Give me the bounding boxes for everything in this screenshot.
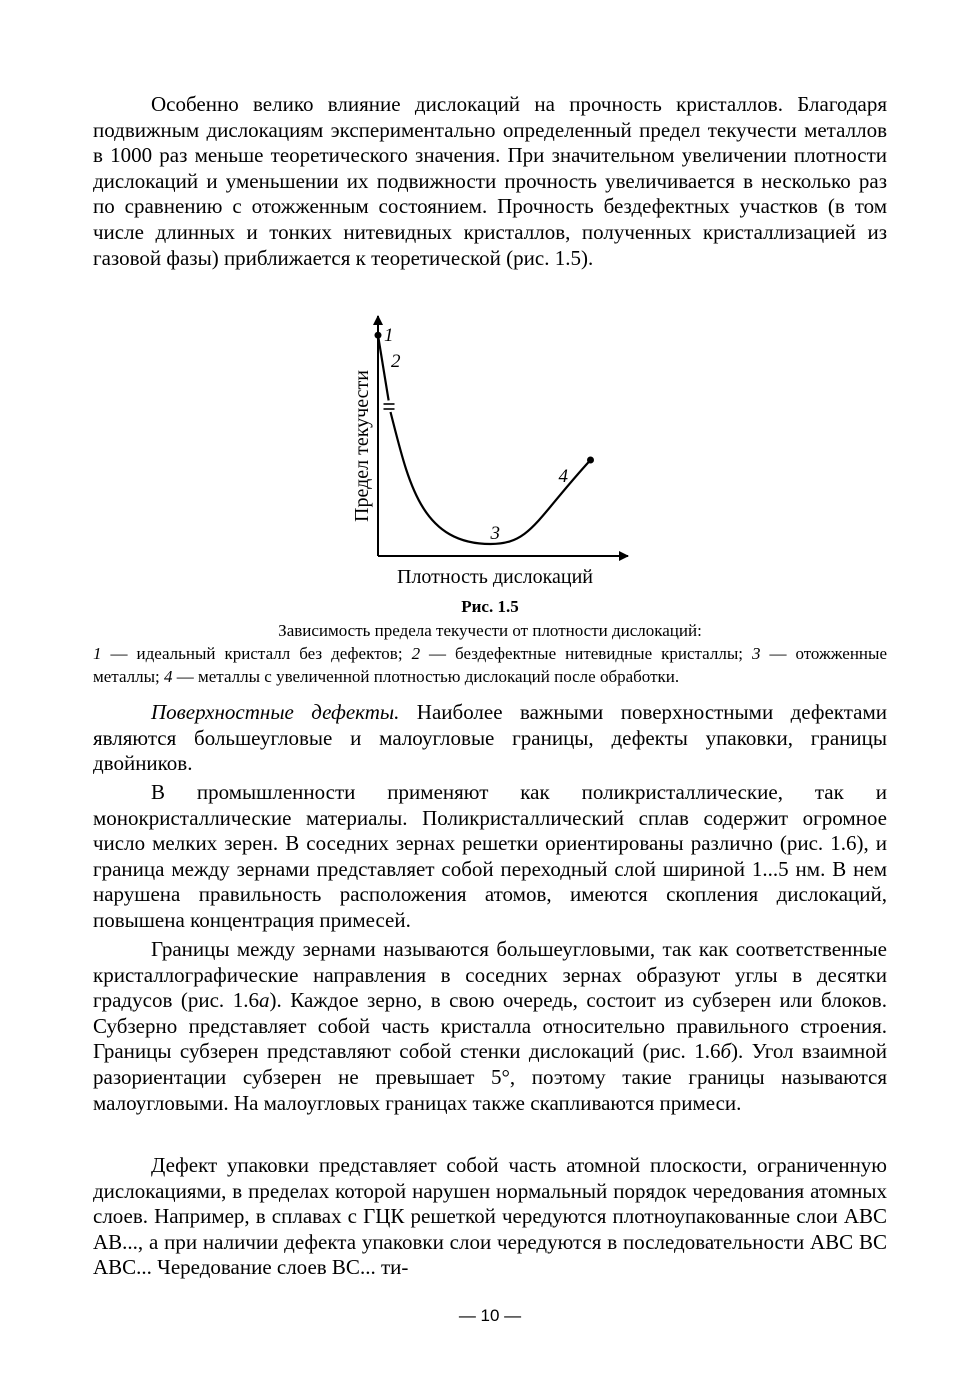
- legend-text-3: — отожженные металлы;: [93, 644, 887, 686]
- figure-ref-letter-b: б: [720, 1039, 732, 1064]
- legend-number-4: 4: [164, 667, 173, 686]
- curve-label-3: 3: [490, 523, 500, 544]
- figure-caption-subtitle: Зависимость предела текучести от плотности дислокаций:: [278, 621, 702, 640]
- x-axis-label: Плотность дислокаций: [397, 566, 593, 588]
- curve-label-4: 4: [558, 466, 568, 487]
- paragraph-polycrystals: В промышленности применяют как поликристаллические, так и монокристаллические материалы. Поликристаллический сплав содержит огромное число мелких зерен. В соседних зернах решетки ориентированы различно (рис. 1.6), и граница между зернами представляет собой переходный слой шириной 1...5 нм. В нем нарушена правильность расположения атомов, имеются скопления дислокаций, повышена концентрация примесей.: [93, 780, 887, 932]
- curve-label-2: 2: [391, 351, 401, 373]
- data-point-ideal-crystal: [375, 332, 382, 339]
- legend-text-4: — металлы с увеличенной плотностью дислокаций после обработки.: [172, 667, 680, 686]
- data-point-processed-metal: [587, 457, 594, 464]
- paragraph-stacking-fault: Дефект упаковки представляет собой часть атомной плоскости, ограниченную дислокациями, в пределах которой нарушен нормальный порядок чередования атомных слоев. Например, в сплавах с ГЦК решеткой чередуются плотноупакованные слои АВС АВ..., а при наличии дефекта упаковки слои чередуются в последовательности АВС ВС АВС... Чередование слоев ВС... ти-: [93, 1153, 887, 1280]
- legend-text-2: — бездефектные нитевидные кристаллы;: [420, 644, 752, 663]
- y-axis-label: Предел текучести: [351, 370, 373, 522]
- yield-strength-chart: [340, 310, 640, 595]
- paragraph-surface-defects: [93, 700, 887, 777]
- page-number: — 10 —: [458, 1306, 522, 1325]
- legend-text-1: — идеальный кристалл без дефектов;: [101, 644, 412, 663]
- legend-number-3: 3: [751, 644, 761, 663]
- paragraph-surface-defects-text: Наиболее важными поверхностными дефектами являются большеугловые и малоугловые границы, дефекты упаковки, границы двойников.: [93, 700, 887, 776]
- paragraph-grain-boundaries-part-b: ). Каждое зерно, в свою очередь, состоит из субзерен или блоков. Субзерно представляет собой часть кристалла относительно правильного строения. Границы субзерен представляют собой стенки дислокаций (рис. 1.6: [93, 988, 887, 1064]
- figure-1-5: [340, 310, 640, 595]
- figure-caption-title: Рис. 1.5: [461, 597, 519, 616]
- legend-number-2: 2: [411, 644, 421, 663]
- figure-ref-letter-a: а: [258, 988, 270, 1013]
- paragraph-grain-boundaries-part-a: Границы между зернами называются большеугловыми, так как соответственные кристаллографические направления в соседних зернах образуют углы в десятки градусов (рис. 1.6: [93, 937, 887, 1013]
- paragraph-grain-boundaries-part-c: ). Угол взаимной разориентации субзерен не превышает 5°, поэтому такие границы называются малоугловыми. На малоугловых границах также скапливаются примеси.: [93, 1039, 887, 1115]
- paragraph-dislocation-strength: Особенно велико влияние дислокаций на прочность кристаллов. Благодаря подвижным дислокациям экспериментально определенный предел текучести металлов в 1000 раз меньше теоретического значения. При значительном увеличении плотности дислокаций и уменьшении их подвижности прочность увеличивается в несколько раз по сравнению с отожженным состоянием. Прочность бездефектных участков (в том числе длинных и тонких нитевидных кристаллов, полученных кристаллизацией из газовой фазы) приближается к теоретической (рис. 1.5).: [93, 92, 887, 270]
- curve-label-1: 1: [384, 325, 394, 347]
- figure-caption-legend: [93, 642, 887, 688]
- paragraph-grain-boundaries: [93, 937, 887, 1116]
- legend-number-1: 1: [93, 644, 102, 663]
- section-lead-italic: Поверхностные дефекты.: [151, 700, 400, 724]
